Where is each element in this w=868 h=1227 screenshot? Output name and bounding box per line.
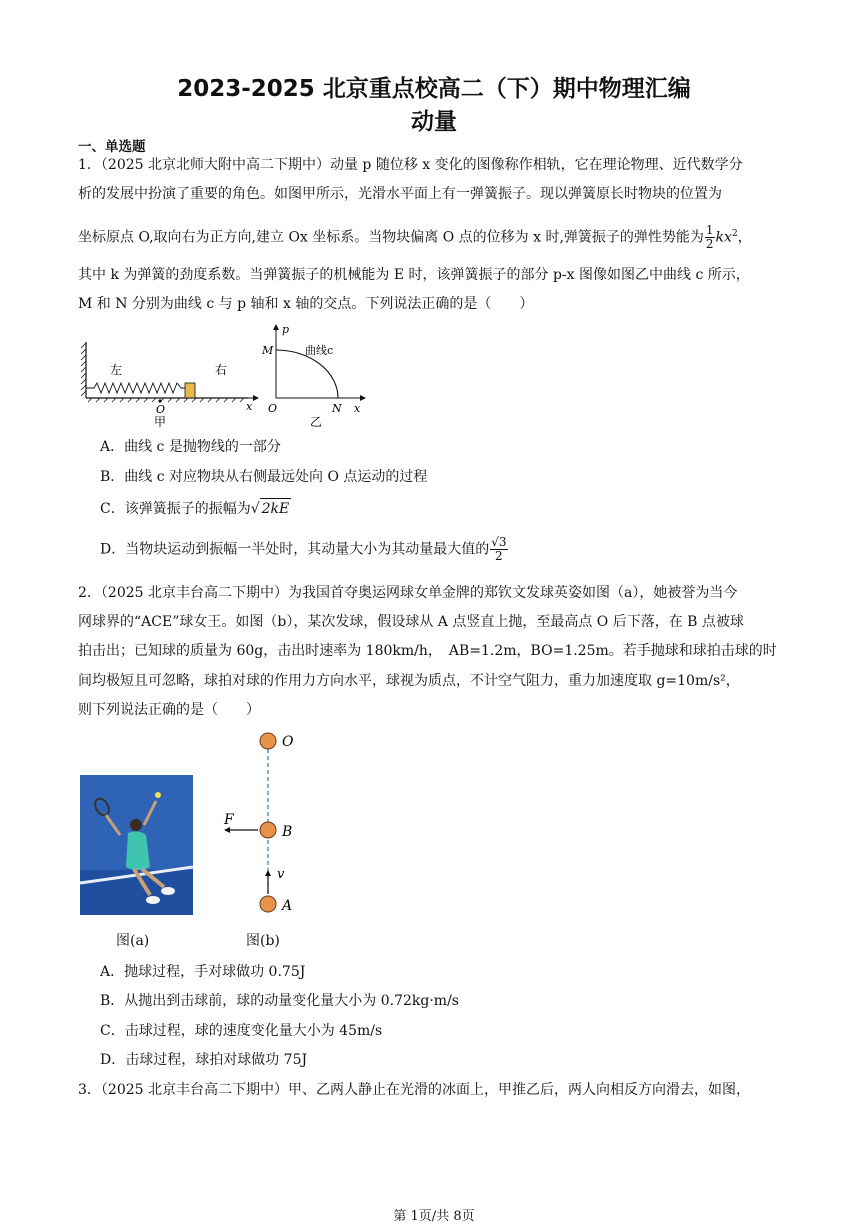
ball-b: [260, 822, 276, 838]
q2-option-c: C．击球过程，球的速度变化量大小为 45m/s: [100, 1023, 383, 1039]
q1-line2: 析的发展中扮演了重要的角色。如图甲所示，光滑水平面上有一弹簧振子。现以弹簧原长时物块的位置为: [78, 186, 722, 202]
label-o2: O: [268, 402, 278, 415]
q1-line3-text: 坐标原点 O,取向右为正方向,建立 Ox 坐标系。当物块偏离 O 点的位移为 x 时,弹簧振子的弹性势能为: [78, 229, 704, 246]
velocity-arrow-head: [265, 870, 271, 876]
q2-option-a: A．抛球过程，手对球做功 0.75J: [100, 964, 306, 980]
q1-comma: ，: [737, 229, 752, 246]
label-curve: 曲线c: [305, 344, 334, 357]
q1-frac-den: 2: [705, 237, 714, 252]
label-O: O: [282, 734, 294, 750]
label-m: M: [262, 344, 274, 357]
label-yi: 乙: [310, 415, 323, 429]
q2-line1: 2．（2025 北京丰台高二下期中）为我国首夺奥运网球女单金牌的郑钦文发球英姿如图（a），她被誉为当今: [78, 585, 738, 601]
q1-line4: 其中 k 为弹簧的劲度系数。当弹簧振子的机械能为 E 时，该弹簧振子的部分 p-x 图像如图乙中曲线 c 所示，: [78, 267, 750, 283]
page-footer: 第 1页/共 8页: [393, 1209, 475, 1224]
q1-option-c-sqrt: 2kE: [260, 498, 292, 519]
q1-option-d-frac: [490, 536, 507, 563]
q1-kx: kx: [715, 229, 732, 246]
q1-option-a: A．曲线 c 是抛物线的一部分: [100, 439, 281, 455]
ball-o: [260, 733, 276, 749]
label-B: B: [282, 824, 293, 840]
q1-option-d-text: D．当物块运动到振幅一半处时，其动量大小为其动量最大值的: [100, 541, 490, 558]
q2-option-d: D．击球过程，球拍对球做功 75J: [100, 1052, 308, 1068]
q1-figure: [78, 322, 378, 430]
label-jia: 甲: [154, 415, 167, 429]
q1-fraction: [705, 224, 715, 251]
block: [185, 383, 195, 398]
q1-option-c-text: C．该弹簧振子的振幅为: [100, 501, 251, 517]
q1-line5: M 和 N 分别为曲线 c 与 p 轴和 x 轴的交点。下列说法正确的是（ ）: [78, 296, 534, 312]
label-F: F: [224, 812, 234, 828]
label-left: 左: [110, 363, 123, 377]
q3-line1: 3．（2025 北京丰台高二下期中）甲、乙两人静止在光滑的冰面上，甲推乙后，两人向相反方向滑去，如图，: [78, 1082, 750, 1098]
x-axis-arrow: [253, 395, 259, 401]
q1-option-d-num: √3: [491, 535, 507, 549]
label-v: v: [277, 867, 285, 882]
caption-b: 图(b): [246, 933, 280, 949]
label-A: A: [282, 898, 293, 914]
label-o: O: [156, 403, 166, 416]
label-x: x: [246, 400, 253, 413]
label-x2: x: [354, 402, 361, 415]
q2-figure-b: [220, 728, 310, 918]
q2-line5: 则下列说法正确的是（ ）: [78, 702, 260, 718]
q2-line2: 网球界的“ACE”球女王。如图（b），某次发球，假设球从 A 点竖直上抛，至最高点 O 后下落，在 B 点被球: [78, 614, 744, 630]
q1-line1: 1．（2025 北京北师大附中高二下期中）动量 p 随位移 x 变化的图像称作相轨，它在理论物理、近代数学分: [78, 157, 743, 173]
page-subtitle: 动量: [411, 109, 457, 135]
q1-sup: 2: [731, 229, 738, 239]
q1-option-b: B．曲线 c 对应物块从右侧最远处向 O 点运动的过程: [100, 469, 428, 485]
label-right: 右: [215, 363, 228, 377]
ball-a: [260, 896, 276, 912]
q1-option-d-den: 2: [495, 549, 503, 563]
label-p: p: [282, 323, 290, 336]
section-heading: 一、单选题: [78, 139, 146, 155]
page-title: 2023-2025 北京重点校高二（下）期中物理汇编: [177, 76, 691, 102]
q1-line3: [78, 224, 752, 251]
yi-x-arrow: [360, 395, 366, 401]
q1-option-d: [100, 536, 509, 563]
caption-a: 图(a): [116, 933, 150, 949]
q1-option-c: C．该弹簧振子的振幅为√ 2kE: [100, 498, 291, 519]
floor-hatch: [88, 398, 244, 402]
spring: [86, 383, 185, 393]
q2-option-b: B．从抛出到击球前，球的动量变化量大小为 0.72kg·m/s: [100, 993, 459, 1009]
wall-hatch: [81, 343, 86, 396]
label-n: N: [332, 402, 342, 415]
tennis-photo: [80, 775, 193, 915]
curve-c: [276, 350, 338, 398]
q2-line3: 拍击出；已知球的质量为 60g，击出时速率为 180km/h， AB=1.2m，BO=1.25m。若手抛球和球拍击球的时: [78, 643, 777, 659]
yi-p-arrow: [273, 324, 279, 330]
q2-line4: 间均极短且可忽略，球拍对球的作用力方向水平，球视为质点，不计空气阻力，重力加速度取 g=10m/s²，: [78, 673, 740, 689]
q1-frac-num: 1: [705, 223, 714, 238]
